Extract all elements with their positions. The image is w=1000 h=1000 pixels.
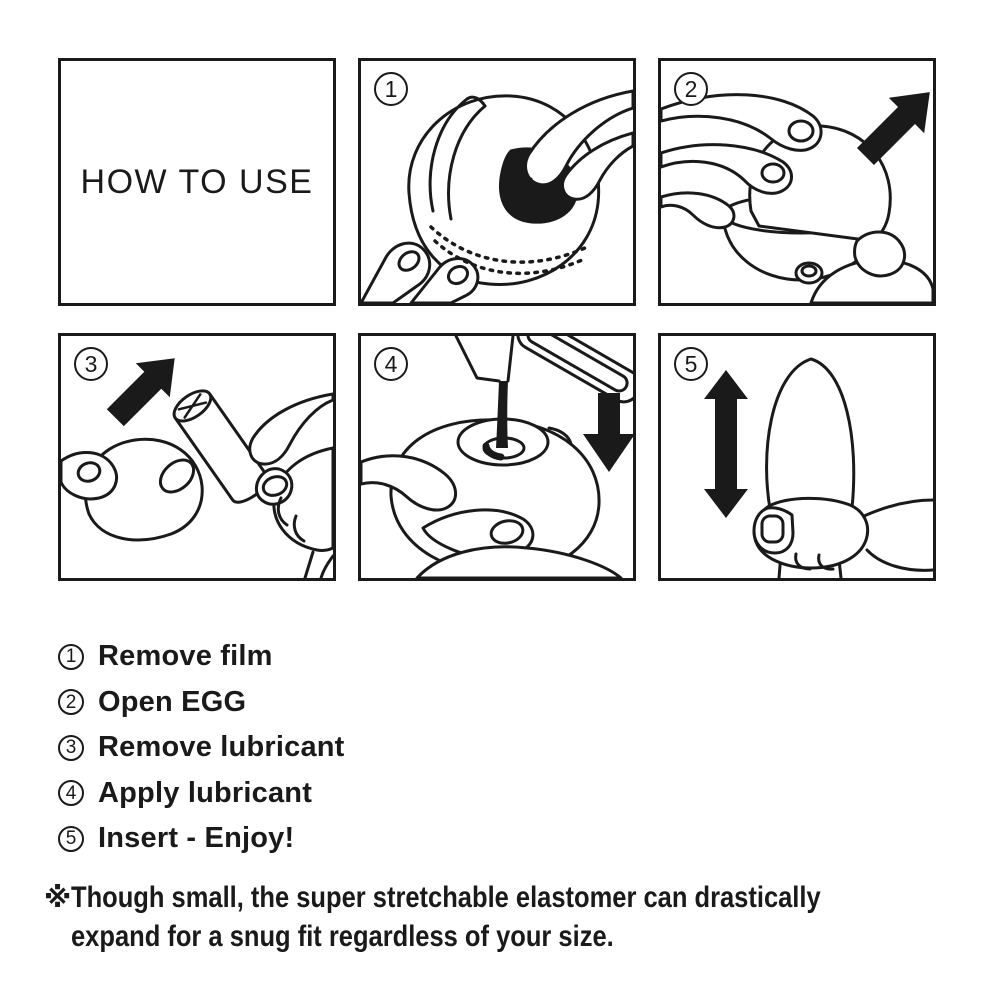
step-number-badge: 3	[58, 735, 84, 761]
footnote-line-2: expand for a snug fit regardless of your size.	[71, 920, 614, 953]
panel-remove-film	[358, 58, 636, 306]
step-number-badge: 2	[58, 689, 84, 715]
panel-remove-lubricant	[58, 333, 336, 581]
footnote	[44, 878, 953, 956]
step-label: Remove lubricant	[98, 731, 345, 764]
panel-apply-lubricant	[358, 333, 636, 581]
step-number-badge: 1	[374, 72, 408, 106]
list-item	[58, 680, 345, 726]
step-label: Insert - Enjoy!	[98, 822, 295, 855]
step-number-badge: 5	[58, 826, 84, 852]
panel-open-egg	[658, 58, 936, 306]
footnote-text	[71, 878, 821, 956]
panel-title	[58, 58, 336, 306]
list-item	[58, 725, 345, 771]
step-label: Remove film	[98, 640, 273, 673]
page-title: HOW TO USE	[80, 162, 314, 201]
steps-list	[58, 634, 345, 862]
step-label: Open EGG	[98, 685, 247, 718]
list-item	[58, 634, 345, 680]
list-item	[58, 816, 345, 862]
step-number-badge: 4	[374, 347, 408, 381]
down-arrow-icon	[583, 393, 633, 472]
list-item	[58, 771, 345, 817]
footnote-line-1: Though small, the super stretchable elastomer can drastically	[71, 881, 821, 914]
panel-insert-enjoy	[658, 333, 936, 581]
step-number-badge: 4	[58, 780, 84, 806]
step-label: Apply lubricant	[98, 776, 313, 809]
up-down-arrow-icon	[704, 370, 748, 518]
step-number-badge: 1	[58, 644, 84, 670]
step-number-badge: 2	[674, 72, 708, 106]
reference-mark: ※	[44, 882, 72, 913]
step-number-badge: 3	[74, 347, 108, 381]
instruction-grid	[58, 58, 936, 581]
step-number-badge: 5	[674, 347, 708, 381]
